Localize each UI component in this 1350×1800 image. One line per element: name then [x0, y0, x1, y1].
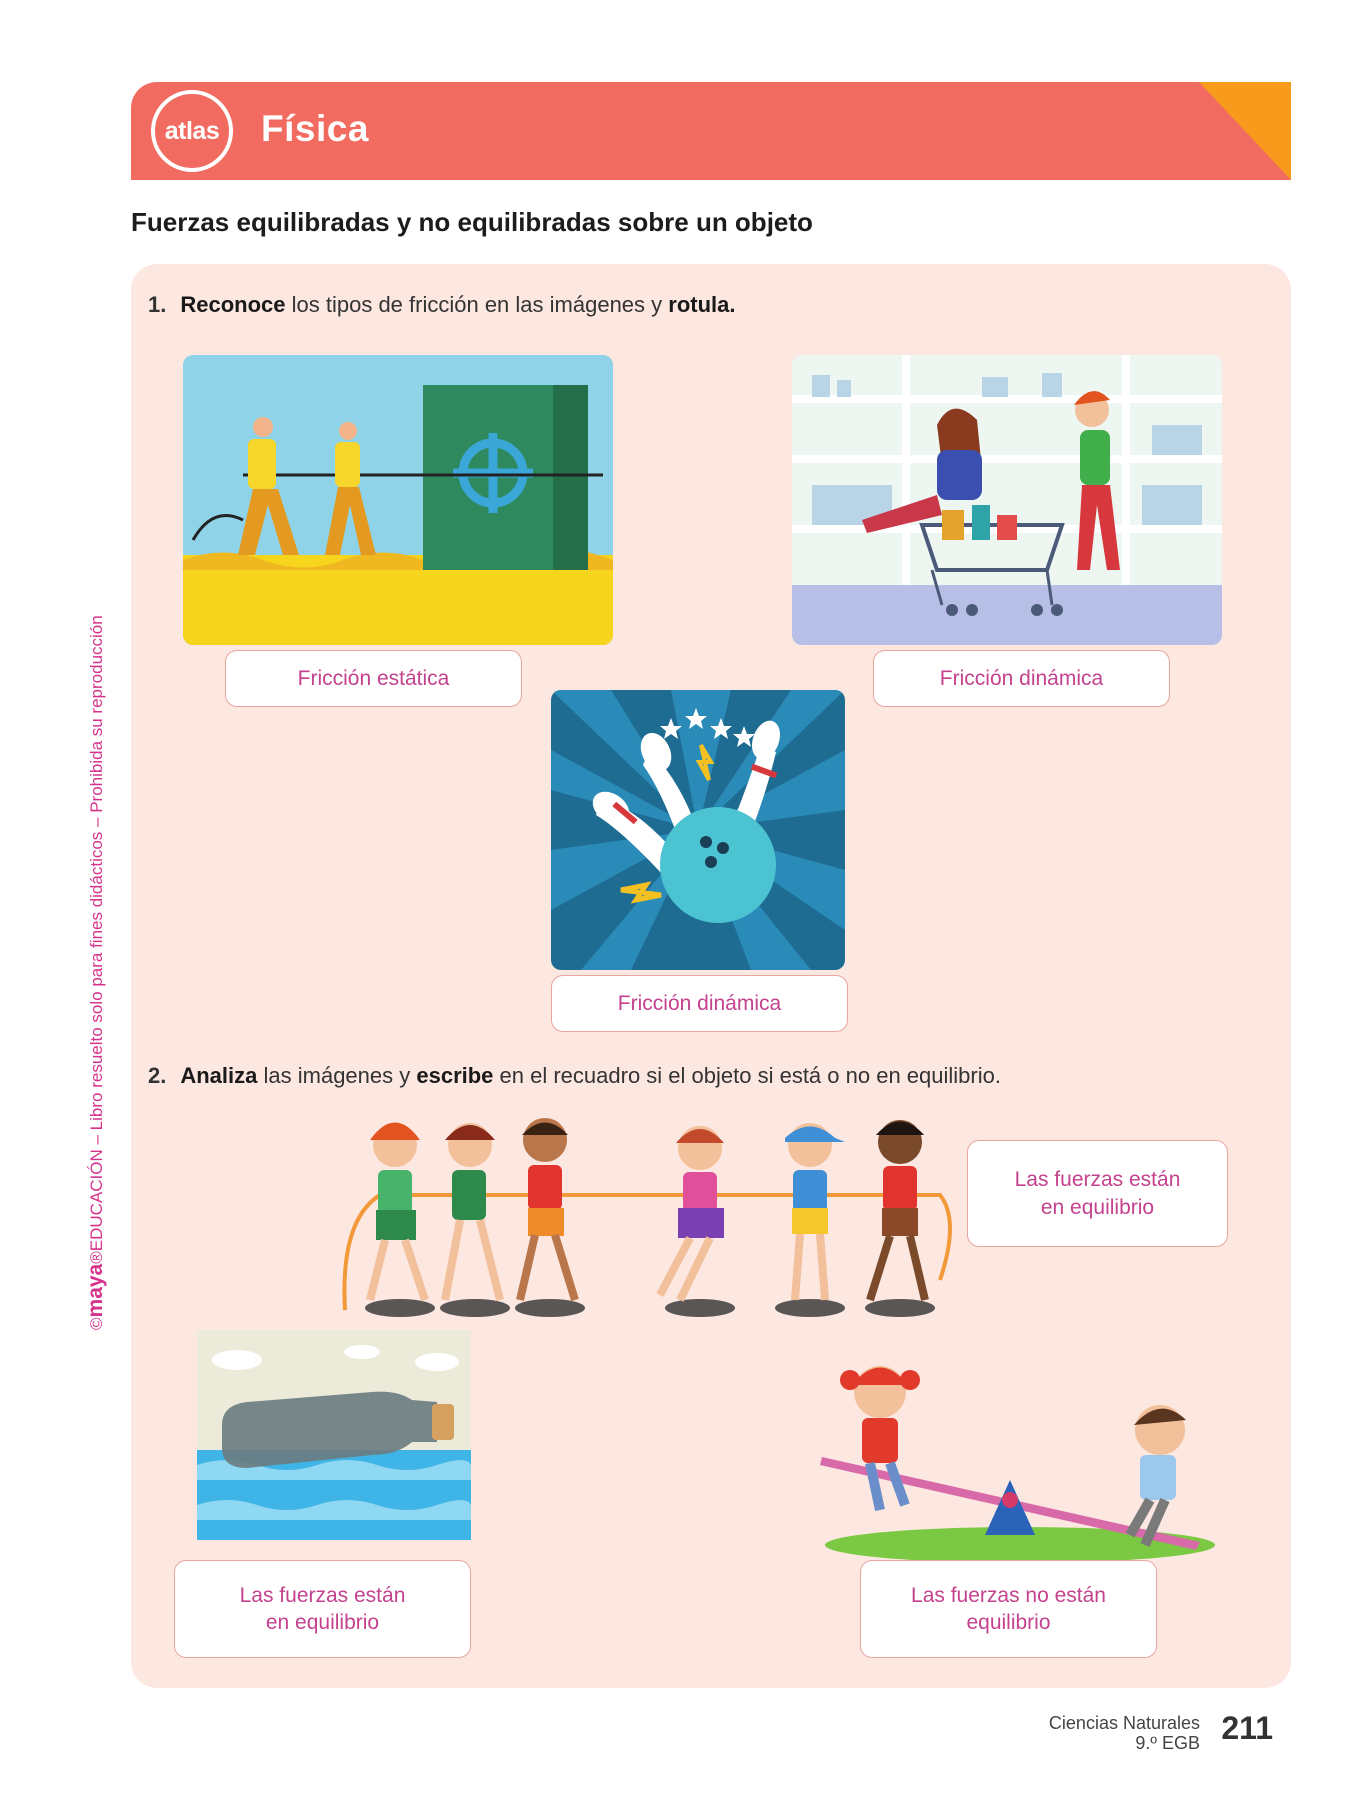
activity1-verb1: Reconoce	[180, 292, 286, 317]
footer-subject	[1049, 1714, 1200, 1754]
answer-kids-line-wrapper	[1015, 1166, 1181, 1221]
answer-box-dynamic-friction-cart[interactable]: Fricción dinámica	[873, 650, 1170, 707]
footer-subject-name: Ciencias Naturales	[1048, 1713, 1200, 1733]
activity2-text2: en el recuadro si el objeto si está o no en equilibrio.	[493, 1063, 1001, 1088]
bottle-in-water-image	[197, 1330, 471, 1540]
atlas-logo: atlas	[151, 90, 233, 172]
answer-bottle-line-wrapper	[240, 1582, 406, 1637]
credit-text: ®EDUCACIÓN – Libro resuelto solo para fines didácticos – Prohibida su reproducción	[87, 615, 106, 1264]
activity1-instruction	[148, 292, 736, 318]
activity1-text: los tipos de fricción en las imágenes y	[285, 292, 669, 317]
answer-kids-line2: en equilibrio	[1040, 1195, 1155, 1219]
tug-of-war-safe-image	[183, 355, 613, 645]
activity2-instruction	[148, 1063, 1001, 1089]
answer-box-kids-tug-of-war[interactable]	[967, 1140, 1228, 1247]
answer-kids-line1: Las fuerzas están	[1014, 1168, 1181, 1192]
activity2-number: 2.	[148, 1063, 167, 1088]
answer-box-bottle[interactable]	[174, 1560, 471, 1658]
answer-bottle-line1: Las fuerzas están	[239, 1583, 406, 1607]
answer-bottle-line2: en equilibrio	[265, 1611, 380, 1634]
activity1-number: 1.	[148, 292, 167, 317]
header-corner-accent	[1199, 82, 1291, 180]
side-credit	[84, 615, 108, 1330]
bowling-image	[551, 690, 845, 970]
answer-box-dynamic-friction-bowling[interactable]: Fricción dinámica	[551, 975, 848, 1032]
activity1-verb2: rotula.	[668, 292, 736, 317]
kids-tug-of-war-image	[340, 1110, 960, 1320]
copyright-symbol: ©	[87, 1317, 106, 1330]
subject-title: Física	[261, 108, 369, 149]
answer-box-seesaw[interactable]: Las fuerzas no están equilibrio	[860, 1560, 1157, 1658]
seesaw-image	[820, 1340, 1225, 1565]
answer-box-static-friction[interactable]: Fricción estática	[225, 650, 522, 707]
footer-grade: 9.º EGB	[1135, 1732, 1200, 1753]
activity2-verb2: escribe	[416, 1063, 494, 1088]
shopping-cart-image	[792, 355, 1222, 645]
activity2-verb1: Analiza	[180, 1063, 258, 1088]
activity2-text1: las imágenes y	[257, 1063, 417, 1088]
page-title: Fuerzas equilibradas y no equilibradas sobre un objeto	[131, 207, 813, 237]
brand-name: maya	[84, 1263, 107, 1318]
page-number: 211	[1221, 1710, 1273, 1746]
